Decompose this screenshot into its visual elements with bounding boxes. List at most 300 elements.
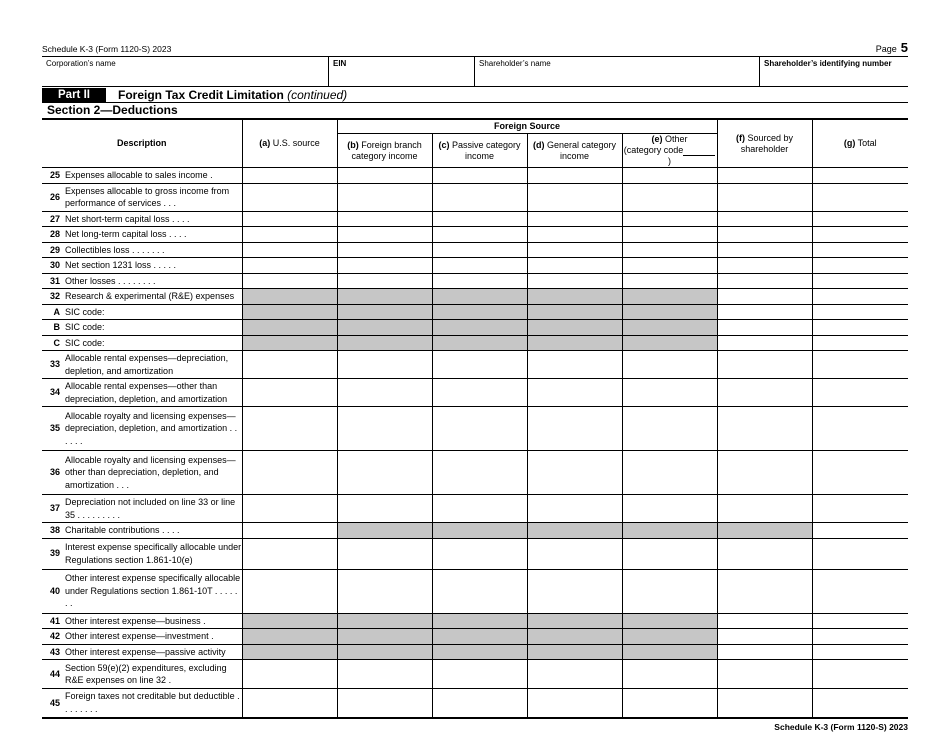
row-description [42, 644, 242, 660]
cell-col-e[interactable] [622, 211, 717, 227]
cell-col-e[interactable] [622, 168, 717, 184]
cell-col-g[interactable] [812, 242, 908, 258]
line-number: 32 [49, 291, 60, 301]
cell-col-d[interactable] [527, 451, 622, 495]
cell-col-d [527, 523, 622, 539]
cell-col-b [337, 613, 432, 629]
col-b [337, 134, 432, 168]
cell-col-a [242, 289, 337, 305]
col-g-letter: (g) [843, 138, 856, 148]
table-row [42, 689, 908, 718]
cell-col-c[interactable] [432, 538, 527, 569]
cell-col-c[interactable] [432, 258, 527, 274]
cell-col-d[interactable] [527, 242, 622, 258]
line-description: Allocable rental expenses—depreciation, depletion, and amortization [65, 353, 229, 376]
line-description: Net long-term capital loss . . . . [65, 229, 187, 239]
cell-col-d[interactable] [527, 569, 622, 613]
table-row [42, 495, 908, 523]
table-row [42, 379, 908, 407]
ein-field[interactable] [329, 57, 475, 86]
cell-col-g[interactable] [812, 168, 908, 184]
cell-col-b [337, 644, 432, 660]
cell-col-f[interactable] [717, 495, 812, 523]
cell-col-a[interactable] [242, 211, 337, 227]
cell-col-e [622, 320, 717, 336]
cell-col-f[interactable] [717, 320, 812, 336]
line-number: 25 [49, 170, 60, 180]
row-description [42, 379, 242, 407]
cell-col-c [432, 289, 527, 305]
col-g [812, 120, 908, 168]
table-row [42, 335, 908, 351]
cell-col-c[interactable] [432, 183, 527, 211]
col-b-letter: (b) [347, 139, 359, 150]
row-description [42, 273, 242, 289]
cell-col-a[interactable] [242, 227, 337, 243]
row-description [42, 407, 242, 451]
cell-col-f[interactable] [717, 644, 812, 660]
cell-col-e[interactable] [622, 227, 717, 243]
line-description: SIC code: [65, 337, 105, 348]
cell-col-c[interactable] [432, 569, 527, 613]
table-row [42, 320, 908, 336]
col-a-letter: (a) [259, 138, 271, 148]
cell-col-a[interactable] [242, 569, 337, 613]
table-row [42, 258, 908, 274]
cell-col-f [717, 523, 812, 539]
cell-col-e [622, 523, 717, 539]
cell-col-f[interactable] [717, 629, 812, 645]
cell-col-e [622, 289, 717, 305]
cell-col-e [622, 613, 717, 629]
cell-col-f[interactable] [717, 569, 812, 613]
line-number: 29 [49, 244, 60, 255]
cell-col-e[interactable] [622, 379, 717, 407]
cell-col-d [527, 644, 622, 660]
row-description [42, 289, 242, 305]
cell-col-a[interactable] [242, 523, 337, 539]
line-number: 44 [49, 668, 60, 679]
cell-col-d[interactable] [527, 351, 622, 379]
row-description [42, 451, 242, 495]
cell-col-g[interactable] [812, 304, 908, 320]
cell-col-g[interactable] [812, 379, 908, 407]
row-description [42, 689, 242, 718]
col-e-close-paren: ) [668, 156, 671, 166]
cell-col-g[interactable] [812, 407, 908, 451]
line-number: 33 [49, 359, 60, 370]
cell-col-d[interactable] [527, 227, 622, 243]
cell-col-g[interactable] [812, 258, 908, 274]
cell-col-e[interactable] [622, 258, 717, 274]
cell-col-a[interactable] [242, 168, 337, 184]
cell-col-b [337, 523, 432, 539]
cell-col-d[interactable] [527, 660, 622, 689]
cell-col-g[interactable] [812, 523, 908, 539]
cell-col-d [527, 320, 622, 336]
cell-col-d[interactable] [527, 168, 622, 184]
cell-col-f[interactable] [717, 451, 812, 495]
cell-col-a[interactable] [242, 183, 337, 211]
line-description: Section 59(e)(2) expenditures, excluding R&E expenses on line 32 . [65, 662, 227, 685]
col-a-text: U.S. source [272, 138, 320, 148]
cell-col-b[interactable] [337, 660, 432, 689]
cell-col-f[interactable] [717, 168, 812, 184]
shareholder-id-label: Shareholder’s identifying number [764, 59, 892, 68]
row-description [42, 211, 242, 227]
cell-col-d[interactable] [527, 538, 622, 569]
line-number: 34 [49, 387, 60, 398]
line-description: Allocable rental expenses—other than depreciation, depletion, and amortization [65, 381, 228, 404]
row-description [42, 613, 242, 629]
cell-col-c [432, 644, 527, 660]
part-title-text: Foreign Tax Credit Limitation [118, 88, 284, 102]
cell-col-f[interactable] [717, 211, 812, 227]
cell-col-f[interactable] [717, 613, 812, 629]
row-description [42, 660, 242, 689]
cell-col-g[interactable] [812, 613, 908, 629]
cell-col-g[interactable] [812, 569, 908, 613]
cell-col-c[interactable] [432, 211, 527, 227]
row-description [42, 242, 242, 258]
cell-col-b[interactable] [337, 451, 432, 495]
line-number: 37 [49, 503, 60, 514]
row-description [42, 304, 242, 320]
cell-col-e[interactable] [622, 538, 717, 569]
cell-col-g[interactable] [812, 689, 908, 718]
line-description: Expenses allocable to gross income from performance of services . . . [65, 185, 230, 208]
header-row-1 [42, 120, 908, 134]
col-f-text: Sourced by shareholder [740, 132, 794, 154]
table-row [42, 168, 908, 184]
table-row [42, 227, 908, 243]
table-row [42, 351, 908, 379]
cell-col-e[interactable] [622, 273, 717, 289]
cell-col-b[interactable] [337, 258, 432, 274]
cell-col-c[interactable] [432, 242, 527, 258]
line-description: Interest expense specifically allocable under Regulations section 1.861-10(e) [65, 542, 242, 565]
cell-col-b[interactable] [337, 689, 432, 718]
table-row [42, 273, 908, 289]
cell-col-d[interactable] [527, 273, 622, 289]
cell-col-d[interactable] [527, 258, 622, 274]
col-d-text: General category income [546, 139, 617, 161]
cell-col-c [432, 613, 527, 629]
cell-col-a[interactable] [242, 379, 337, 407]
line-description: Other interest expense—passive activity [65, 646, 226, 657]
line-sub-letter: B [53, 322, 60, 332]
col-e-letter: (e) [651, 134, 663, 144]
cell-col-a[interactable] [242, 660, 337, 689]
col-c-letter: (c) [438, 139, 450, 150]
table-row [42, 242, 908, 258]
col-e-text: Other [665, 134, 688, 144]
line-number: 28 [49, 229, 60, 239]
cell-col-c[interactable] [432, 379, 527, 407]
table-row [42, 660, 908, 689]
cell-col-e [622, 304, 717, 320]
cell-col-c[interactable] [432, 660, 527, 689]
line-number: 39 [49, 548, 60, 559]
line-number: 41 [49, 615, 60, 626]
cell-col-f[interactable] [717, 273, 812, 289]
cell-col-g[interactable] [812, 495, 908, 523]
cell-col-b[interactable] [337, 351, 432, 379]
cell-col-g[interactable] [812, 629, 908, 645]
cell-col-d [527, 613, 622, 629]
cell-col-g[interactable] [812, 660, 908, 689]
cell-col-d[interactable] [527, 183, 622, 211]
col-description [42, 120, 242, 168]
cell-col-f[interactable] [717, 407, 812, 451]
cell-col-g[interactable] [812, 351, 908, 379]
cell-col-f[interactable] [717, 335, 812, 351]
row-description [42, 495, 242, 523]
line-description: Allocable royalty and licensing expenses—other than depreciation, depletion, and amortization . . . [65, 454, 236, 490]
cell-col-a[interactable] [242, 258, 337, 274]
cell-col-f[interactable] [717, 227, 812, 243]
cell-col-g[interactable] [812, 644, 908, 660]
col-a [242, 120, 337, 168]
line-number: 27 [49, 213, 60, 224]
row-description [42, 569, 242, 613]
cell-col-f[interactable] [717, 258, 812, 274]
cell-col-e[interactable] [622, 451, 717, 495]
page-label: Page [875, 44, 897, 54]
line-description: Net section 1231 loss . . . . . [65, 260, 177, 270]
cell-col-a [242, 629, 337, 645]
shareholder-name-label: Shareholder’s name [479, 59, 551, 68]
col-c-text: Passive category income [451, 139, 521, 161]
table-row [42, 211, 908, 227]
category-code-input[interactable] [683, 146, 715, 156]
cell-col-b[interactable] [337, 242, 432, 258]
cell-col-e [622, 335, 717, 351]
cell-col-g[interactable] [812, 320, 908, 336]
cell-col-g[interactable] [812, 211, 908, 227]
cell-col-b[interactable] [337, 379, 432, 407]
table-row [42, 523, 908, 539]
cell-col-b[interactable] [337, 495, 432, 523]
line-description: SIC code: [65, 306, 105, 317]
cell-col-e [622, 644, 717, 660]
line-number: 45 [49, 697, 60, 708]
cell-col-c [432, 629, 527, 645]
part-heading [42, 88, 908, 103]
cell-col-e [622, 629, 717, 645]
col-g-text: Total [857, 138, 877, 148]
cell-col-a[interactable] [242, 351, 337, 379]
cell-col-c[interactable] [432, 227, 527, 243]
part-label: Part II [42, 88, 106, 102]
line-number: 35 [49, 423, 60, 434]
cell-col-a[interactable] [242, 495, 337, 523]
cell-col-c [432, 304, 527, 320]
cell-col-e[interactable] [622, 495, 717, 523]
row-description [42, 335, 242, 351]
page-number: 5 [900, 40, 908, 55]
line-number: 40 [49, 585, 60, 596]
col-f [717, 120, 812, 168]
cell-col-c [432, 335, 527, 351]
cell-col-b[interactable] [337, 168, 432, 184]
line-description: Allocable royalty and licensing expenses—depreciation, depletion, and amortization . . . . . . [65, 410, 238, 446]
row-description [42, 351, 242, 379]
line-description: Other interest expense specifically allocable under Regulations section 1.861-10T . . . . . . . [65, 573, 241, 609]
cell-col-f[interactable] [717, 689, 812, 718]
cell-col-g[interactable] [812, 227, 908, 243]
cell-col-d [527, 304, 622, 320]
cell-col-c[interactable] [432, 168, 527, 184]
cell-col-a[interactable] [242, 242, 337, 258]
shareholder-id-field[interactable] [760, 57, 908, 86]
table-row [42, 629, 908, 645]
form-page [42, 40, 908, 732]
row-description [42, 320, 242, 336]
line-description: Other interest expense—business . [65, 615, 206, 626]
cell-col-c[interactable] [432, 689, 527, 718]
line-description: Expenses allocable to sales income . [65, 170, 213, 180]
form-id: Schedule K-3 (Form 1120-S) 2023 [42, 44, 172, 54]
cell-col-f[interactable] [717, 242, 812, 258]
table-row [42, 644, 908, 660]
col-e-category-label: (category code [623, 145, 684, 155]
line-description: Other interest expense—investment . [65, 631, 214, 641]
table-body [42, 168, 908, 718]
cell-col-d[interactable] [527, 689, 622, 718]
cell-col-b [337, 320, 432, 336]
cell-col-d[interactable] [527, 407, 622, 451]
col-d [527, 134, 622, 168]
cell-col-g[interactable] [812, 289, 908, 305]
cell-col-f[interactable] [717, 304, 812, 320]
line-description: Collectibles loss . . . . . . . [65, 244, 165, 255]
cell-col-d[interactable] [527, 379, 622, 407]
table-row [42, 569, 908, 613]
line-description: Foreign taxes not creditable but deductible . . . . . . . . [65, 691, 240, 714]
cell-col-d[interactable] [527, 495, 622, 523]
cell-col-e[interactable] [622, 689, 717, 718]
cell-col-a[interactable] [242, 538, 337, 569]
cell-col-b [337, 335, 432, 351]
line-number: 30 [49, 260, 60, 270]
cell-col-d [527, 629, 622, 645]
col-b-text: Foreign branch category income [351, 139, 422, 161]
row-description [42, 538, 242, 569]
row-description [42, 183, 242, 211]
shareholder-name-field[interactable] [475, 57, 760, 86]
cell-col-b[interactable] [337, 227, 432, 243]
cell-col-e[interactable] [622, 569, 717, 613]
cell-col-g[interactable] [812, 183, 908, 211]
cell-col-a [242, 613, 337, 629]
row-description [42, 523, 242, 539]
deductions-table [42, 119, 908, 719]
cell-col-a [242, 644, 337, 660]
cell-col-c [432, 523, 527, 539]
col-f-letter: (f) [735, 132, 745, 143]
cell-col-a[interactable] [242, 689, 337, 718]
line-number: 36 [49, 467, 60, 478]
line-description: Depreciation not included on line 33 or line 35 . . . . . . . . . [65, 497, 236, 520]
col-foreign-source [337, 120, 717, 134]
line-description: Net short-term capital loss . . . . [65, 213, 190, 224]
cell-col-g[interactable] [812, 335, 908, 351]
ein-label: EIN [333, 59, 347, 68]
col-foreign-source-text: Foreign Source [494, 121, 561, 131]
part-continued: (continued) [287, 88, 348, 102]
section-title: Section 2—Deductions [42, 103, 908, 119]
table-row [42, 451, 908, 495]
cell-col-g[interactable] [812, 273, 908, 289]
cell-col-c[interactable] [432, 451, 527, 495]
col-description-text: Description [116, 138, 167, 148]
cell-col-g[interactable] [812, 451, 908, 495]
table-row [42, 407, 908, 451]
col-d-letter: (d) [532, 139, 545, 150]
cell-col-a[interactable] [242, 273, 337, 289]
cell-col-b [337, 304, 432, 320]
line-sub-letter: A [53, 306, 60, 317]
cell-col-b[interactable] [337, 407, 432, 451]
cell-col-e[interactable] [622, 351, 717, 379]
cell-col-f[interactable] [717, 183, 812, 211]
cell-col-b [337, 629, 432, 645]
corporation-name-field[interactable] [42, 57, 329, 86]
cell-col-e[interactable] [622, 660, 717, 689]
cell-col-f[interactable] [717, 289, 812, 305]
cell-col-a[interactable] [242, 407, 337, 451]
cell-col-g[interactable] [812, 538, 908, 569]
cell-col-d [527, 335, 622, 351]
cell-col-f[interactable] [717, 538, 812, 569]
form-footer: Schedule K-3 (Form 1120-S) 2023 [774, 721, 908, 732]
cell-col-f[interactable] [717, 379, 812, 407]
cell-col-e[interactable] [622, 407, 717, 451]
cell-col-e[interactable] [622, 183, 717, 211]
table-row [42, 183, 908, 211]
line-sub-letter: C [53, 337, 60, 348]
row-description [42, 258, 242, 274]
cell-col-c [432, 320, 527, 336]
cell-col-a[interactable] [242, 451, 337, 495]
table-row [42, 613, 908, 629]
line-number: 43 [49, 646, 60, 657]
line-description: Research & experimental (R&E) expenses [65, 291, 235, 301]
cell-col-c[interactable] [432, 495, 527, 523]
cell-col-b[interactable] [337, 273, 432, 289]
cell-col-e[interactable] [622, 242, 717, 258]
cell-col-f[interactable] [717, 351, 812, 379]
cell-col-d[interactable] [527, 211, 622, 227]
row-description [42, 629, 242, 645]
line-number: 42 [49, 631, 60, 641]
cell-col-c[interactable] [432, 351, 527, 379]
cell-col-b[interactable] [337, 211, 432, 227]
cell-col-c[interactable] [432, 407, 527, 451]
cell-col-a [242, 304, 337, 320]
line-number: 31 [49, 275, 60, 286]
cell-col-b[interactable] [337, 569, 432, 613]
cell-col-b[interactable] [337, 183, 432, 211]
row-description [42, 227, 242, 243]
row-description [42, 168, 242, 184]
line-description: Other losses . . . . . . . . [65, 275, 156, 286]
cell-col-b[interactable] [337, 538, 432, 569]
line-number: 38 [49, 525, 60, 535]
cell-col-f[interactable] [717, 660, 812, 689]
cell-col-c[interactable] [432, 273, 527, 289]
